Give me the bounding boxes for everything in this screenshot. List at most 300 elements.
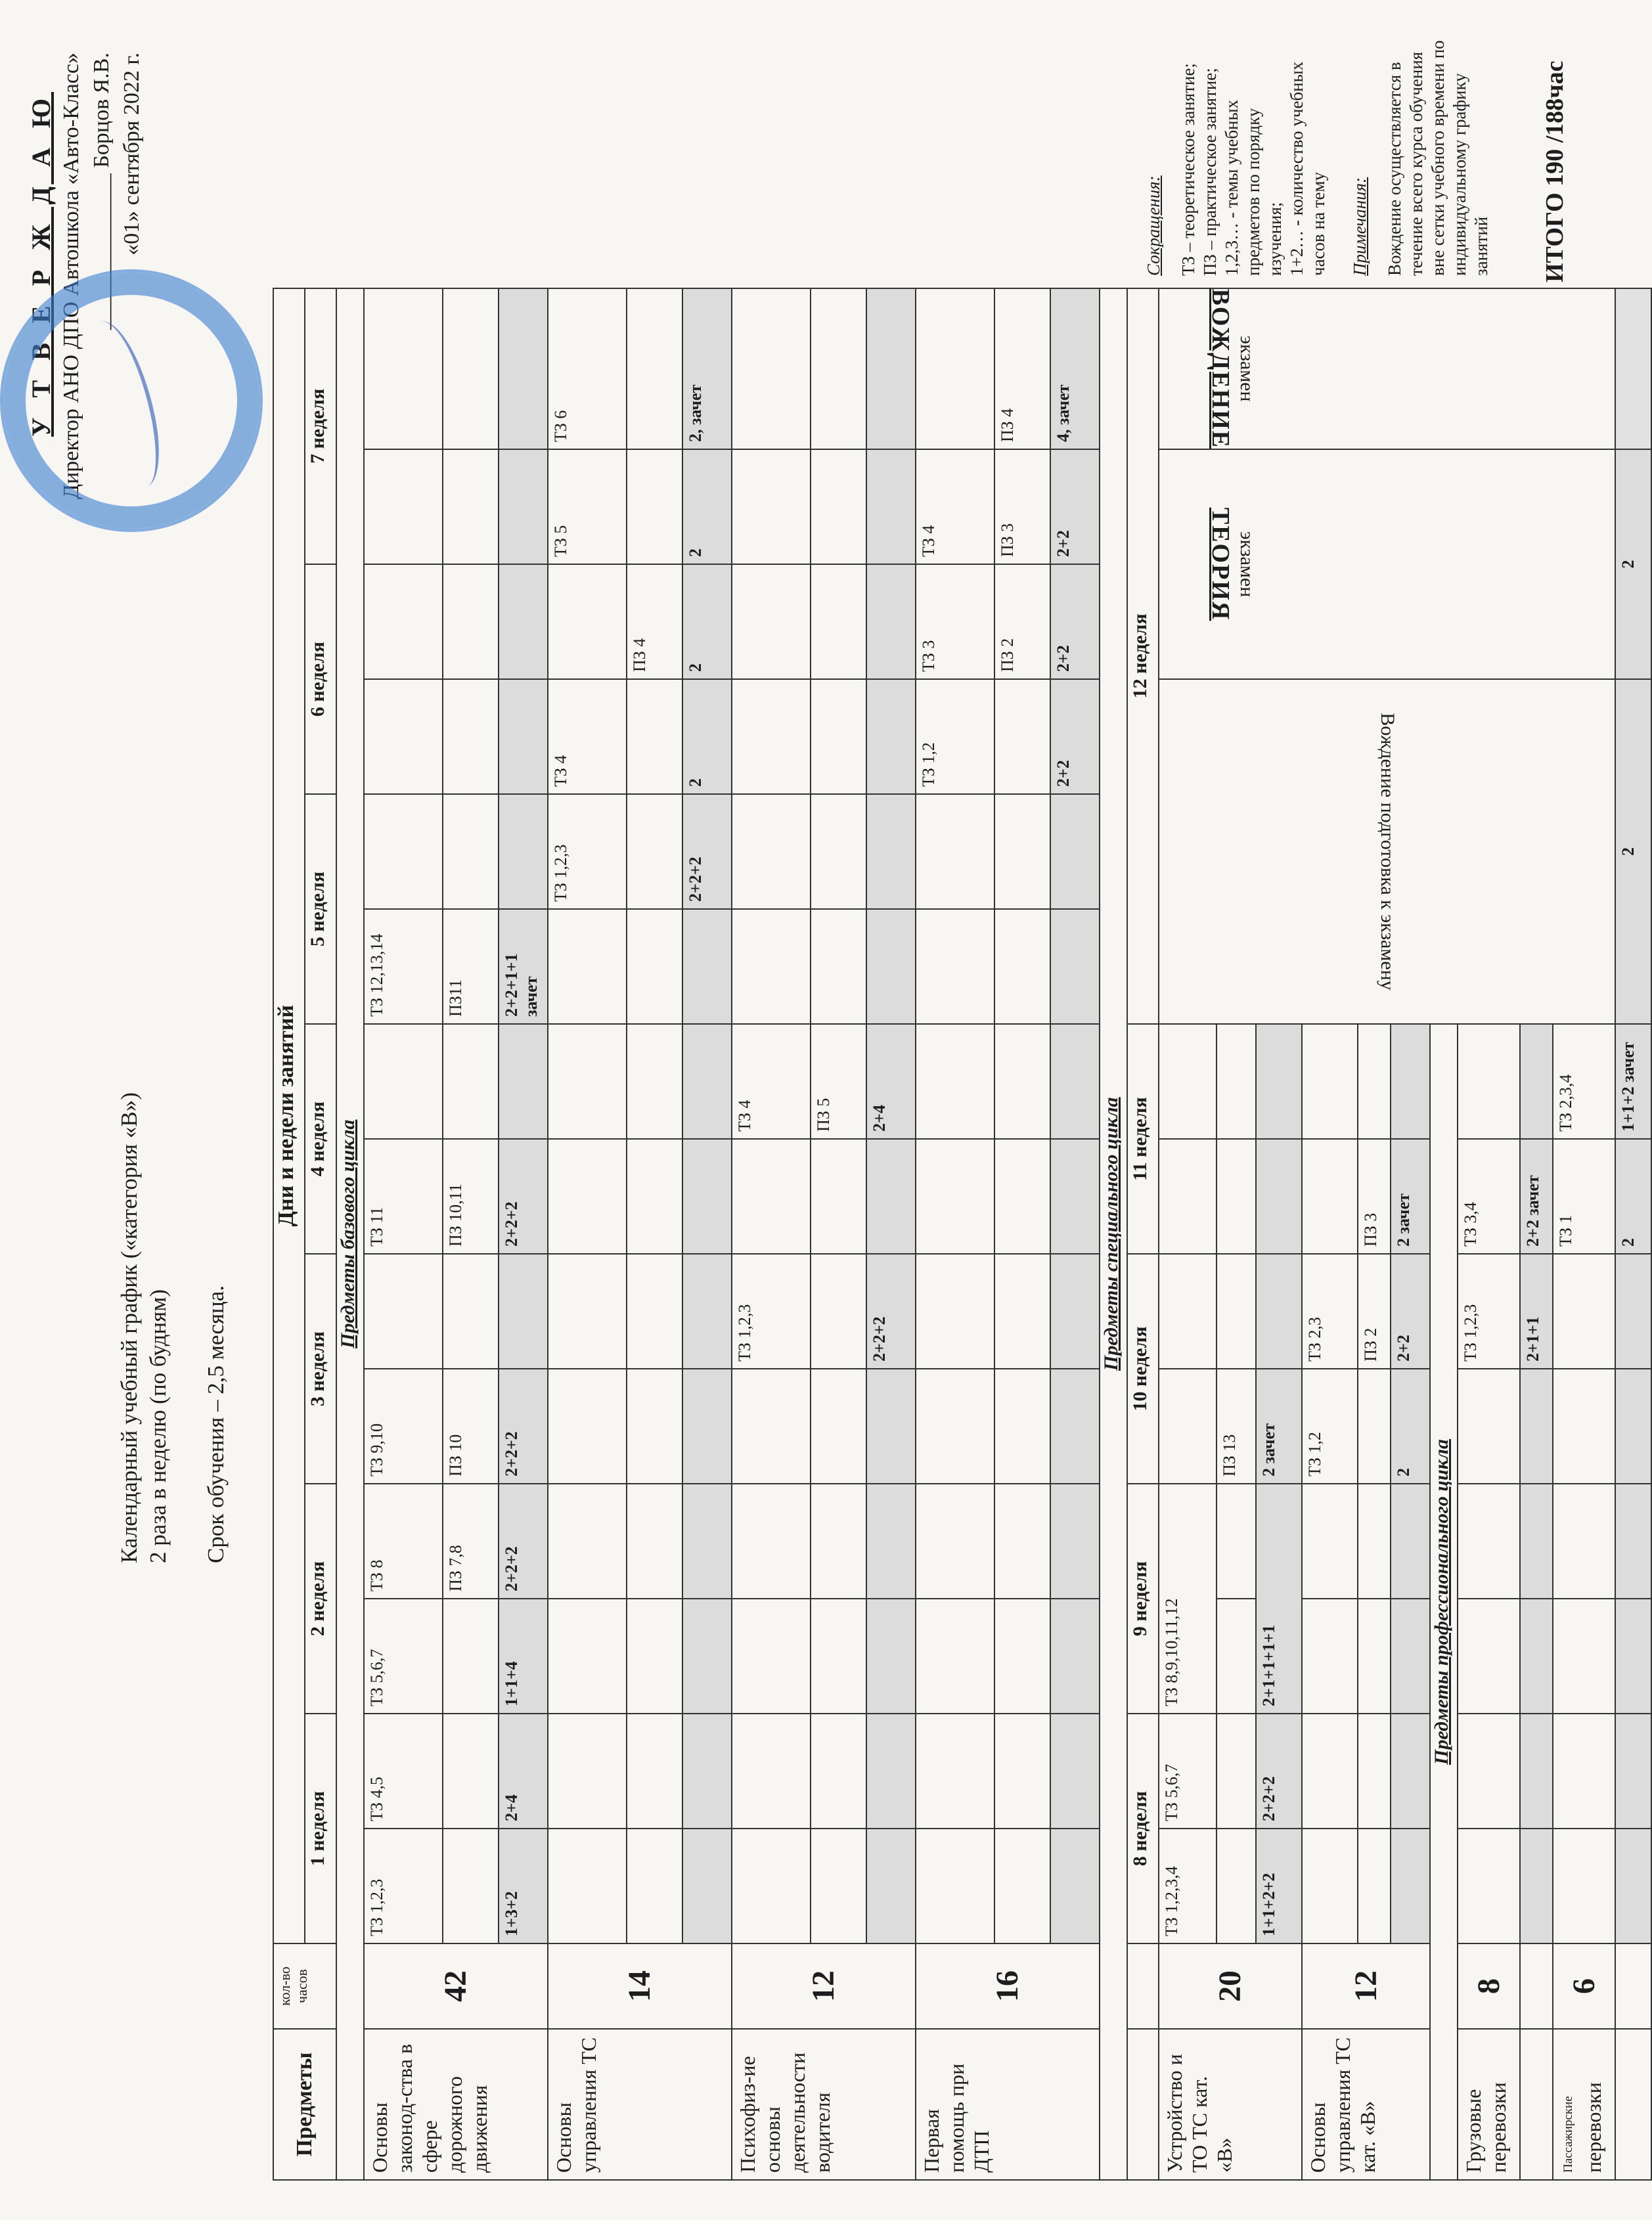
- pz-cell: [627, 1139, 682, 1254]
- sum-cell: [682, 1139, 732, 1254]
- tz-cell: [1458, 1599, 1520, 1714]
- sum-cell: 2+2: [1050, 564, 1100, 679]
- tz-cell: [548, 909, 627, 1024]
- sum-cell: [866, 449, 916, 564]
- tz-cell: [1159, 1024, 1217, 1139]
- pz-cell: [811, 1829, 866, 1943]
- sum-cell: [866, 1369, 916, 1484]
- sum-cell: [1520, 1024, 1553, 1139]
- sum-cell: 2 зачет: [1391, 1139, 1430, 1254]
- sum-cell: [682, 909, 732, 1024]
- tz-cell: [916, 794, 994, 909]
- exam-hours-drive: 2: [1615, 449, 1651, 679]
- tz-cell: [916, 1484, 994, 1599]
- pz-cell: ПЗ 2: [994, 564, 1050, 679]
- pz-cell: [443, 1599, 499, 1714]
- sum-cell: [682, 1024, 732, 1139]
- tz-cell: ТЗ 12,13,14: [364, 909, 443, 1024]
- sum-cell: [1520, 1829, 1553, 1943]
- tz-cell: ТЗ 6: [548, 288, 627, 449]
- tz-cell: [732, 564, 811, 679]
- blank-cell: [1127, 2029, 1159, 2180]
- tz-cell: ТЗ 3: [916, 564, 994, 679]
- study-duration: Срок обучения – 2,5 месяца.: [203, 1285, 229, 1563]
- exam-prep-label: Вождение подготовка к экзамену: [1376, 713, 1398, 990]
- schedule-title: Календарный учебный график («категория «В»): [116, 1092, 142, 1563]
- tz-cell: [548, 1024, 627, 1139]
- pz-cell: ПЗ 10,11: [443, 1139, 499, 1254]
- week-header: 5 неделя: [305, 794, 336, 1024]
- subject-name: Грузовые перевозки: [1458, 2029, 1520, 2180]
- tz-cell: [1458, 1829, 1520, 1943]
- sum-cell: 2+2+2: [499, 1139, 548, 1254]
- tz-cell: [732, 1714, 811, 1829]
- section-base-cycle: Предметы базового цикла: [336, 288, 364, 2180]
- sum-cell: [682, 1829, 732, 1943]
- tz-cell: [916, 1024, 994, 1139]
- tz-cell: [732, 1829, 811, 1943]
- sum-cell: 2+2: [1050, 679, 1100, 794]
- pz-cell: ПЗ 13: [1217, 1369, 1256, 1484]
- sum-cell: [499, 679, 548, 794]
- tz-cell: ТЗ 11: [364, 1139, 443, 1254]
- sum-cell: [1391, 1599, 1430, 1714]
- week-header: 8 неделя: [1127, 1714, 1159, 1943]
- exam-hours-theory: 2: [1615, 679, 1651, 1024]
- tz-cell: [732, 1484, 811, 1599]
- pz-cell: [443, 449, 499, 564]
- week-header: 10 неделя: [1127, 1254, 1159, 1484]
- week-header: 6 неделя: [305, 564, 336, 794]
- tz-cell: [916, 1369, 994, 1484]
- tz-cell: ТЗ 5: [548, 449, 627, 564]
- pz-cell: [627, 288, 682, 449]
- sum-cell: [866, 1714, 916, 1829]
- tz-cell: ТЗ 9,10: [364, 1369, 443, 1484]
- pz-cell: [811, 1714, 866, 1829]
- pz-cell: [994, 1369, 1050, 1484]
- schedule-frequency: 2 раза в неделю (по будням): [145, 1289, 171, 1563]
- tz-cell: [1458, 1024, 1520, 1139]
- tz-cell: [364, 794, 443, 909]
- pz-cell: ПЗ 2: [1358, 1254, 1391, 1369]
- pz-cell: [627, 679, 682, 794]
- sum-cell: [1050, 1484, 1100, 1599]
- pz-cell: ПЗ11: [443, 909, 499, 1024]
- tz-cell: [364, 1024, 443, 1139]
- tz-cell: [1302, 1139, 1358, 1254]
- tz-cell: [916, 909, 994, 1024]
- week-header: 4 неделя: [305, 1024, 336, 1254]
- subject-name: Устройство и ТО ТС кат. «В»: [1159, 2029, 1302, 2180]
- sum-cell: [499, 288, 548, 449]
- tz-cell: [732, 909, 811, 1024]
- tz-cell: [916, 1829, 994, 1943]
- pz-cell: [627, 1369, 682, 1484]
- tz-cell: ТЗ 3,4: [1458, 1139, 1520, 1254]
- tz-cell: [1458, 1369, 1520, 1484]
- grand-total: [1615, 288, 1651, 449]
- week-header: 3 неделя: [305, 1254, 336, 1484]
- pz-cell: [1358, 1484, 1391, 1599]
- sum-cell: [866, 1139, 916, 1254]
- tz-cell: [1553, 1599, 1615, 1714]
- blank-cell: [1520, 1943, 1553, 2029]
- tz-cell: [916, 1599, 994, 1714]
- pz-cell: [627, 909, 682, 1024]
- pz-cell: [627, 1599, 682, 1714]
- tz-cell: [1159, 1254, 1217, 1369]
- sum-cell: [866, 288, 916, 449]
- tz-cell: [916, 1139, 994, 1254]
- week-header: 2 неделя: [305, 1484, 336, 1714]
- blank-cell: [1127, 1943, 1159, 2029]
- sum-cell: 2+4: [499, 1714, 548, 1829]
- sum-cell: [1050, 1254, 1100, 1369]
- subject-name-prefix: Пассажирские: [1561, 2096, 1575, 2173]
- sum-cell: 2+1+1+1+1: [1256, 1484, 1302, 1714]
- pz-cell: ПЗ 5: [811, 1024, 866, 1139]
- drive-exam-sub: экзамен: [1236, 335, 1258, 402]
- pz-cell: [811, 679, 866, 794]
- subject-name-main: перевозки: [1582, 2082, 1605, 2173]
- sum-cell: [866, 909, 916, 1024]
- pz-cell: [443, 794, 499, 909]
- sum-cell: [499, 564, 548, 679]
- tz-cell: [364, 449, 443, 564]
- remarks-title: Примечания:: [1350, 177, 1370, 276]
- subject-hours: 12: [1302, 1943, 1430, 2029]
- pz-cell: [1358, 1024, 1391, 1139]
- pz-cell: [811, 1599, 866, 1714]
- pz-cell: [443, 1829, 499, 1943]
- sum-cell: [1391, 1484, 1430, 1599]
- week-header: 7 неделя: [305, 288, 336, 564]
- approval-date: «01» сентября 2022 г.: [120, 53, 144, 255]
- tz-cell: [732, 1599, 811, 1714]
- sum-cell: [1520, 1714, 1553, 1829]
- tz-cell: [1458, 1484, 1520, 1599]
- pz-cell: [811, 794, 866, 909]
- sum-cell: 2+2+2: [682, 794, 732, 909]
- tz-cell: ТЗ 1,2,3: [548, 794, 627, 909]
- pz-cell: [811, 288, 866, 449]
- tz-cell: [732, 794, 811, 909]
- tz-cell: [548, 564, 627, 679]
- pz-cell: [1217, 1024, 1256, 1139]
- drive-exam-cell: [1159, 288, 1615, 449]
- schedule-title-block: [115, 1092, 231, 1563]
- days-weeks-header: Дни и недели занятий: [273, 288, 305, 1943]
- subject-hours: 20: [1159, 1943, 1302, 2029]
- pz-cell: [811, 1369, 866, 1484]
- tz-cell: [1302, 1829, 1358, 1943]
- subject-name: Основы управления ТС кат. «В»: [1302, 2029, 1430, 2180]
- tz-cell: [548, 1829, 627, 1943]
- sum-cell: [1256, 1024, 1302, 1139]
- pz-cell: ПЗ 7,8: [443, 1484, 499, 1599]
- exam-prep-cell: [1159, 679, 1615, 1024]
- week-header: 11 неделя: [1127, 1024, 1159, 1254]
- tz-cell: [1553, 1254, 1615, 1369]
- subject-name: [1553, 2029, 1615, 2180]
- tz-cell: ТЗ 1: [1553, 1139, 1615, 1254]
- abbr-item: 1+2… - количество учебных часов на тему: [1287, 61, 1328, 276]
- tz-cell: ТЗ 1,2,3: [732, 1254, 811, 1369]
- pz-cell: [994, 1024, 1050, 1139]
- pz-cell: ПЗ 3: [994, 449, 1050, 564]
- sum-cell: [866, 564, 916, 679]
- sum-cell: [682, 1714, 732, 1829]
- col-subjects-header: Предметы: [273, 2029, 336, 2180]
- tz-cell: [1553, 1714, 1615, 1829]
- blank-cell: [1615, 1943, 1651, 2029]
- abbr-title: Сокращения:: [1144, 175, 1163, 276]
- tz-cell: [732, 679, 811, 794]
- abbr-item: ПЗ – практическое занятие;: [1200, 68, 1220, 276]
- tz-cell: [916, 1714, 994, 1829]
- approval-signatory: ______________ Борцов Я.В.: [89, 53, 114, 330]
- week-header: 1 неделя: [305, 1714, 336, 1943]
- sum-cell: [1615, 1254, 1651, 1369]
- sum-cell: [1256, 1254, 1302, 1369]
- pz-cell: [811, 1484, 866, 1599]
- pz-cell: [627, 1714, 682, 1829]
- tz-cell: [364, 1254, 443, 1369]
- col-hours-header: кол-во часов: [273, 1943, 336, 2029]
- pz-cell: [994, 909, 1050, 1024]
- sum-cell: [1050, 1024, 1100, 1139]
- pz-cell: [994, 1139, 1050, 1254]
- pz-cell: [1358, 1369, 1391, 1484]
- sum-cell: [499, 1024, 548, 1139]
- tz-cell: [732, 288, 811, 449]
- pz-cell: [994, 679, 1050, 794]
- tz-cell: [1553, 1829, 1615, 1943]
- sum-cell: 2, зачет: [682, 288, 732, 449]
- tz-cell: [1458, 1714, 1520, 1829]
- sum-cell: 1+1+4: [499, 1599, 548, 1714]
- section-special-cycle: Предметы специального цикла: [1100, 288, 1127, 2180]
- sum-cell: [499, 449, 548, 564]
- tz-cell: ТЗ 5,6,7: [364, 1599, 443, 1714]
- sum-cell: 2+4: [866, 1024, 916, 1139]
- pz-cell: [811, 1139, 866, 1254]
- subject-hours: 8: [1458, 1943, 1520, 2029]
- pz-cell: [994, 1254, 1050, 1369]
- tz-cell: [1302, 1484, 1358, 1599]
- tz-cell: ТЗ 1,2,3,4: [1159, 1829, 1217, 1943]
- pz-cell: [627, 794, 682, 909]
- subject-name: Основы законод-ства в сфере дорожного движения: [364, 2029, 548, 2180]
- pz-cell: [1217, 1599, 1256, 1714]
- section-prof-cycle: Предметы профессионального цикла: [1430, 1024, 1458, 2180]
- pz-cell: ПЗ 4: [627, 564, 682, 679]
- sum-cell: [1615, 1599, 1651, 1714]
- sum-cell: 2+2: [1050, 449, 1100, 564]
- sum-cell: [1050, 909, 1100, 1024]
- sum-cell: 1+3+2: [499, 1829, 548, 1943]
- tz-cell: [916, 288, 994, 449]
- tz-cell: ТЗ 4: [548, 679, 627, 794]
- sum-cell: [1256, 1139, 1302, 1254]
- tz-cell: ТЗ 2,3,4: [1553, 1024, 1615, 1139]
- approval-director: Директор АНО ДПО Автошкола «Авто-Класс»: [59, 53, 83, 500]
- tz-cell: ТЗ 4,5: [364, 1714, 443, 1829]
- sum-cell: [682, 1254, 732, 1369]
- tz-cell: [1553, 1484, 1615, 1599]
- sum-cell: [682, 1599, 732, 1714]
- pz-cell: [994, 1484, 1050, 1599]
- pz-cell: [443, 1024, 499, 1139]
- tz-cell: [732, 1369, 811, 1484]
- subject-name: Первая помощь при ДТП: [916, 2029, 1100, 2180]
- sum-cell: [866, 1599, 916, 1714]
- pz-cell: [1217, 1829, 1256, 1943]
- sum-cell: 2: [682, 679, 732, 794]
- pz-cell: ПЗ 10: [443, 1369, 499, 1484]
- tz-cell: [1159, 1139, 1217, 1254]
- tz-cell: [548, 1369, 627, 1484]
- sum-cell: 2+2 зачет: [1520, 1139, 1553, 1254]
- subject-hours: 42: [364, 1943, 548, 2029]
- tz-cell: [1553, 1369, 1615, 1484]
- tz-cell: [732, 449, 811, 564]
- pz-cell: [443, 564, 499, 679]
- approval-block: [26, 53, 147, 499]
- sum-cell: [866, 679, 916, 794]
- tz-cell: ТЗ 1,2,3: [364, 1829, 443, 1943]
- blank-cell: [1520, 2029, 1553, 2180]
- sum-cell: [1391, 1024, 1430, 1139]
- sum-cell: 2: [682, 564, 732, 679]
- pz-cell: [1358, 1714, 1391, 1829]
- pz-cell: ПЗ 3: [1358, 1139, 1391, 1254]
- sum-cell: [866, 1829, 916, 1943]
- tz-cell: [548, 1714, 627, 1829]
- sum-cell: 2+2+2: [499, 1369, 548, 1484]
- sum-cell: [1615, 1484, 1651, 1599]
- pz-cell: [994, 1599, 1050, 1714]
- tz-cell: [548, 1599, 627, 1714]
- sum-cell: 2: [1391, 1369, 1430, 1484]
- pz-cell: [627, 1254, 682, 1369]
- pz-cell: [811, 909, 866, 1024]
- sum-cell: 2: [1615, 1139, 1651, 1254]
- tz-cell: [732, 1139, 811, 1254]
- tz-cell: [1302, 1714, 1358, 1829]
- round-stamp-icon: [0, 269, 263, 532]
- sum-cell: [1615, 1829, 1651, 1943]
- pz-cell: [627, 1024, 682, 1139]
- approval-title: У Т В Е Р Ж Д А Ю: [26, 92, 56, 437]
- sum-cell: [1615, 1714, 1651, 1829]
- tz-cell: ТЗ 5,6,7: [1159, 1714, 1217, 1829]
- tz-cell: ТЗ 4: [732, 1024, 811, 1139]
- sum-cell: [1050, 1714, 1100, 1829]
- sum-cell: [499, 794, 548, 909]
- sum-cell: [1391, 1829, 1430, 1943]
- tz-cell: ТЗ 1,2: [1302, 1369, 1358, 1484]
- tz-cell: [916, 1254, 994, 1369]
- theory-exam-cell: [1159, 449, 1615, 679]
- pz-cell: [627, 1829, 682, 1943]
- tz-cell: [1159, 1369, 1217, 1484]
- tz-cell: ТЗ 4: [916, 449, 994, 564]
- pz-cell: [994, 1714, 1050, 1829]
- subject-hours: 14: [548, 1943, 732, 2029]
- sum-cell: [1615, 1369, 1651, 1484]
- tz-cell: [364, 564, 443, 679]
- tz-cell: [364, 679, 443, 794]
- sum-cell: [866, 794, 916, 909]
- tz-cell: [364, 288, 443, 449]
- pz-cell: [811, 449, 866, 564]
- signature-icon: [78, 315, 169, 493]
- abbr-item: ТЗ – теоретическое занятие;: [1178, 63, 1198, 276]
- subject-name: Основы управления ТС: [548, 2029, 732, 2180]
- sum-cell: 4, зачет: [1050, 288, 1100, 449]
- sum-cell: [1050, 1829, 1100, 1943]
- subject-hours: 6: [1553, 1943, 1615, 2029]
- theory-exam-sub: экзамен: [1236, 531, 1258, 598]
- pz-cell: [1217, 1254, 1256, 1369]
- tz-cell: [548, 1254, 627, 1369]
- weeks-header-row: [305, 288, 336, 2180]
- pz-cell: [994, 794, 1050, 909]
- tz-cell: ТЗ 8,9,10,11,12: [1159, 1484, 1217, 1714]
- sum-cell: 2+2+2: [499, 1484, 548, 1599]
- pz-cell: [811, 564, 866, 679]
- sum-cell: [1050, 794, 1100, 909]
- week-header: 12 неделя: [1127, 288, 1159, 1024]
- sum-cell: 2: [682, 449, 732, 564]
- pz-cell: [1358, 1599, 1391, 1714]
- tz-cell: ТЗ 1,2: [916, 679, 994, 794]
- tz-cell: [548, 1139, 627, 1254]
- sum-cell: [1520, 1484, 1553, 1599]
- sum-cell: 2 зачет: [1256, 1369, 1302, 1484]
- schedule-table: [273, 288, 1652, 2181]
- tz-cell: [1302, 1024, 1358, 1139]
- sum-cell: 1+1+2+2: [1256, 1829, 1302, 1943]
- sum-cell: [866, 1484, 916, 1599]
- sum-cell: 2+2+2: [1256, 1714, 1302, 1829]
- sum-cell: [682, 1369, 732, 1484]
- subject-hours: 12: [732, 1943, 916, 2029]
- base-cycle-rows: [364, 288, 1100, 2180]
- pz-cell: [1358, 1829, 1391, 1943]
- pz-cell: [443, 1254, 499, 1369]
- sum-cell: 2+2+1+1 зачет: [499, 909, 548, 1024]
- sum-cell: [1050, 1139, 1100, 1254]
- notes-block: [1143, 39, 1492, 276]
- pz-cell: [443, 679, 499, 794]
- theory-exam-title: ТЕОРИЯ: [1207, 507, 1234, 621]
- tz-cell: [548, 1484, 627, 1599]
- sum-cell: 2+1+1: [1520, 1254, 1553, 1369]
- pz-cell: [811, 1254, 866, 1369]
- pz-cell: [443, 1714, 499, 1829]
- subject-name: Психофиз-ие основы деятельности водителя: [732, 2029, 916, 2180]
- tz-cell: ТЗ 8: [364, 1484, 443, 1599]
- tz-cell: [1302, 1599, 1358, 1714]
- sum-cell: [1520, 1369, 1553, 1484]
- pz-cell: [627, 449, 682, 564]
- pz-cell: [627, 1484, 682, 1599]
- pz-cell: [1217, 1484, 1256, 1599]
- pz-cell: [994, 1829, 1050, 1943]
